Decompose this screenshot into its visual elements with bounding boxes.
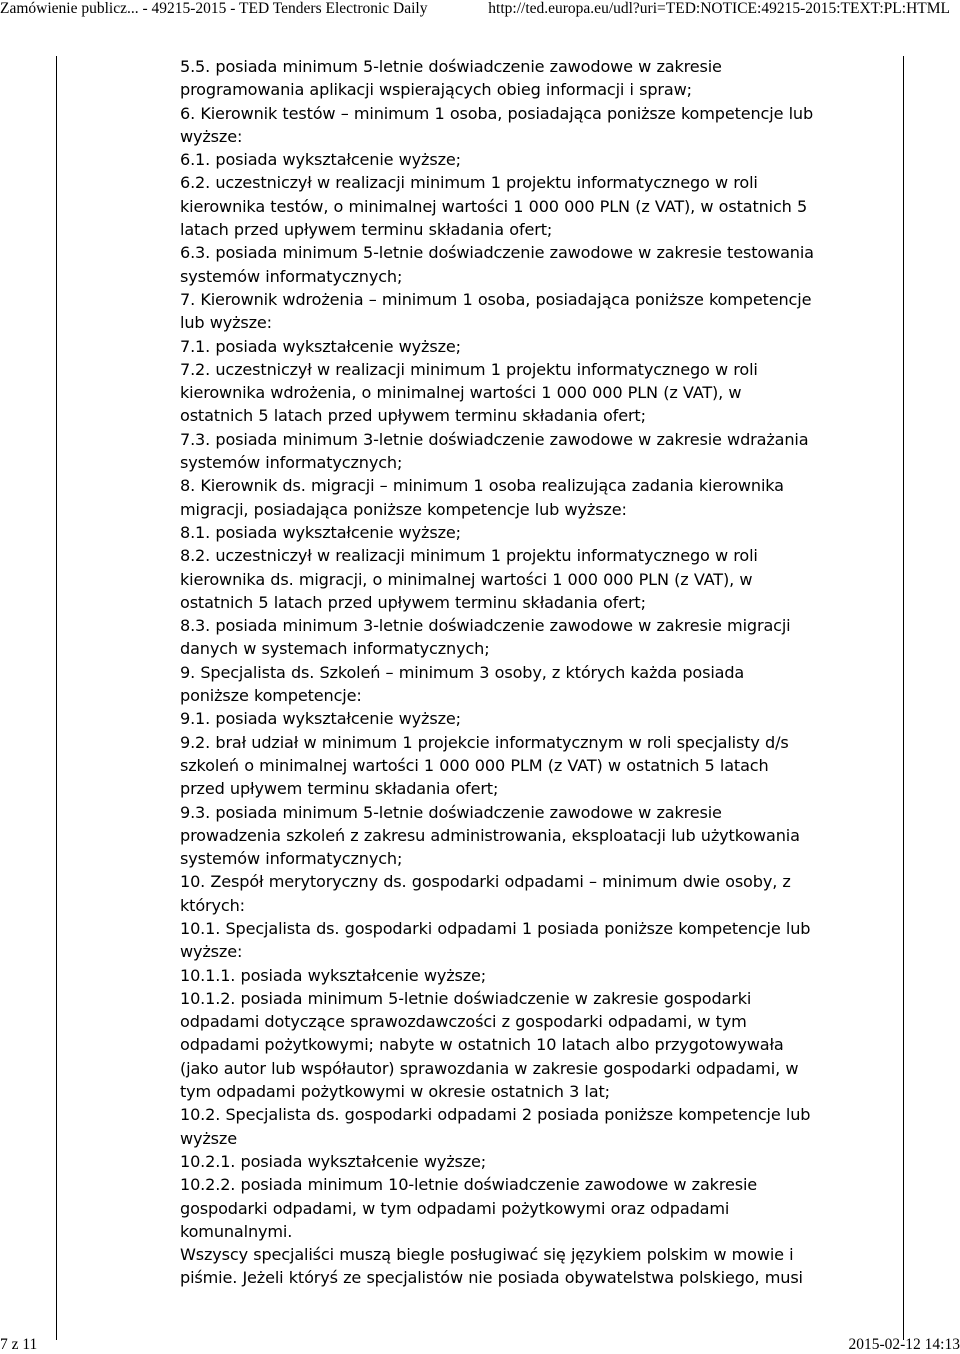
text-line: 8.3. posiada minimum 3-letnie doświadczenie zawodowe w zakresie migracji bbox=[180, 616, 791, 636]
text-line: prowadzenia szkoleń z zakresu administrowania, eksploatacji lub użytkowania bbox=[180, 825, 800, 845]
text-line: 8.1. posiada wykształcenie wyższe; bbox=[180, 522, 461, 542]
page-number: 7 z 11 bbox=[0, 1336, 38, 1353]
page-url: http://ted.europa.eu/udl?uri=TED:NOTICE:49215-2015:TEXT:PL:HTML bbox=[488, 0, 950, 17]
text-line: komunalnymi. bbox=[180, 1221, 293, 1241]
text-line: odpadami dotyczące sprawozdawczości z gospodarki odpadami, w tym bbox=[180, 1012, 747, 1032]
text-line: 9.3. posiada minimum 5-letnie doświadczenie zawodowe w zakresie bbox=[180, 802, 722, 822]
text-line: 6. Kierownik testów – minimum 1 osoba, posiadająca poniższe kompetencje lub bbox=[180, 103, 814, 123]
text-line: systemów informatycznych; bbox=[180, 849, 403, 869]
text-line: kierownika ds. migracji, o minimalnej wartości 1 000 000 PLN (z VAT), w bbox=[180, 569, 753, 589]
text-line: piśmie. Jeżeli któryś ze specjalistów nie posiada obywatelstwa polskiego, musi bbox=[180, 1268, 803, 1288]
text-line: 10.1.1. posiada wykształcenie wyższe; bbox=[180, 965, 487, 985]
text-line: 10. Zespół merytoryczny ds. gospodarki odpadami – minimum dwie osoby, z bbox=[180, 872, 791, 892]
text-line: 10.1.2. posiada minimum 5-letnie doświadczenie w zakresie gospodarki bbox=[180, 988, 752, 1008]
text-line: 9.1. posiada wykształcenie wyższe; bbox=[180, 709, 461, 729]
text-line: 9. Specjalista ds. Szkoleń – minimum 3 osoby, z których każda posiada bbox=[180, 662, 745, 682]
text-line: wyższe: bbox=[180, 126, 243, 146]
text-line: (jako autor lub współautor) sprawozdania w zakresie gospodarki odpadami, w bbox=[180, 1058, 799, 1078]
text-line: ostatnich 5 latach przed upływem terminu składania ofert; bbox=[180, 592, 646, 612]
text-line: migracji, posiadająca poniższe kompetencje lub wyższe: bbox=[180, 499, 627, 519]
text-line: szkoleń o minimalnej wartości 1 000 000 PLM (z VAT) w ostatnich 5 latach bbox=[180, 755, 769, 775]
text-line: 6.1. posiada wykształcenie wyższe; bbox=[180, 150, 461, 170]
text-line: 6.2. uczestniczył w realizacji minimum 1 projektu informatycznego w roli bbox=[180, 173, 758, 193]
text-line: 10.1. Specjalista ds. gospodarki odpadami 1 posiada poniższe kompetencje lub bbox=[180, 918, 811, 938]
text-line: których: bbox=[180, 895, 245, 915]
text-line: kierownika wdrożenia, o minimalnej wartości 1 000 000 PLN (z VAT), w bbox=[180, 383, 742, 403]
text-line: lub wyższe: bbox=[180, 313, 272, 333]
text-line: Wszyscy specjaliści muszą biegle posługiwać się językiem polskim w mowie i bbox=[180, 1245, 794, 1265]
text-line: 8. Kierownik ds. migracji – minimum 1 osoba realizująca zadania kierownika bbox=[180, 476, 784, 496]
text-line: 10.2.1. posiada wykształcenie wyższe; bbox=[180, 1151, 487, 1171]
text-line: odpadami pożytkowymi; nabyte w ostatnich 10 latach albo przygotowywała bbox=[180, 1035, 784, 1055]
text-line: 9.2. brał udział w minimum 1 projekcie informatycznym w roli specjalisty d/s bbox=[180, 732, 789, 752]
print-header bbox=[0, 0, 960, 22]
text-line: kierownika testów, o minimalnej wartości 1 000 000 PLN (z VAT), w ostatnich 5 bbox=[180, 196, 808, 216]
text-line: 7.3. posiada minimum 3-letnie doświadczenie zawodowe w zakresie wdrażania bbox=[180, 429, 809, 449]
text-line: tym odpadami pożytkowymi w okresie ostatnich 3 lat; bbox=[180, 1082, 610, 1102]
print-footer bbox=[0, 1336, 960, 1354]
text-line: poniższe kompetencje: bbox=[180, 686, 362, 706]
text-line: gospodarki odpadami, w tym odpadami pożytkowymi oraz odpadami bbox=[180, 1198, 730, 1218]
text-line: 7. Kierownik wdrożenia – minimum 1 osoba, posiadająca poniższe kompetencje bbox=[180, 289, 812, 309]
text-line: ostatnich 5 latach przed upływem terminu składania ofert; bbox=[180, 406, 646, 426]
text-line: wyższe: bbox=[180, 942, 243, 962]
text-line: systemów informatycznych; bbox=[180, 266, 403, 286]
text-line: latach przed upływem terminu składania ofert; bbox=[180, 220, 553, 240]
text-line: 10.2.2. posiada minimum 10-letnie doświadczenie zawodowe w zakresie bbox=[180, 1175, 758, 1195]
text-line: 7.1. posiada wykształcenie wyższe; bbox=[180, 336, 461, 356]
document-body bbox=[180, 55, 880, 1290]
page-title: Zamówienie publicz... - 49215-2015 - TED Tenders Electronic Daily bbox=[0, 0, 428, 17]
text-line: systemów informatycznych; bbox=[180, 453, 403, 473]
text-line: 5.5. posiada minimum 5-letnie doświadczenie zawodowe w zakresie bbox=[180, 57, 722, 76]
text-line: programowania aplikacji wspierających obieg informacji i spraw; bbox=[180, 80, 692, 100]
text-line: 7.2. uczestniczył w realizacji minimum 1 projektu informatycznego w roli bbox=[180, 359, 758, 379]
text-line: wyższe bbox=[180, 1128, 237, 1148]
text-line: danych w systemach informatycznych; bbox=[180, 639, 490, 659]
text-line: 10.2. Specjalista ds. gospodarki odpadami 2 posiada poniższe kompetencje lub bbox=[180, 1105, 811, 1125]
text-line: przed upływem terminu składania ofert; bbox=[180, 779, 499, 799]
text-line: 8.2. uczestniczył w realizacji minimum 1 projektu informatycznego w roli bbox=[180, 546, 758, 566]
text-line: 6.3. posiada minimum 5-letnie doświadczenie zawodowe w zakresie testowania bbox=[180, 243, 814, 263]
print-datetime: 2015-02-12 14:13 bbox=[848, 1336, 960, 1353]
